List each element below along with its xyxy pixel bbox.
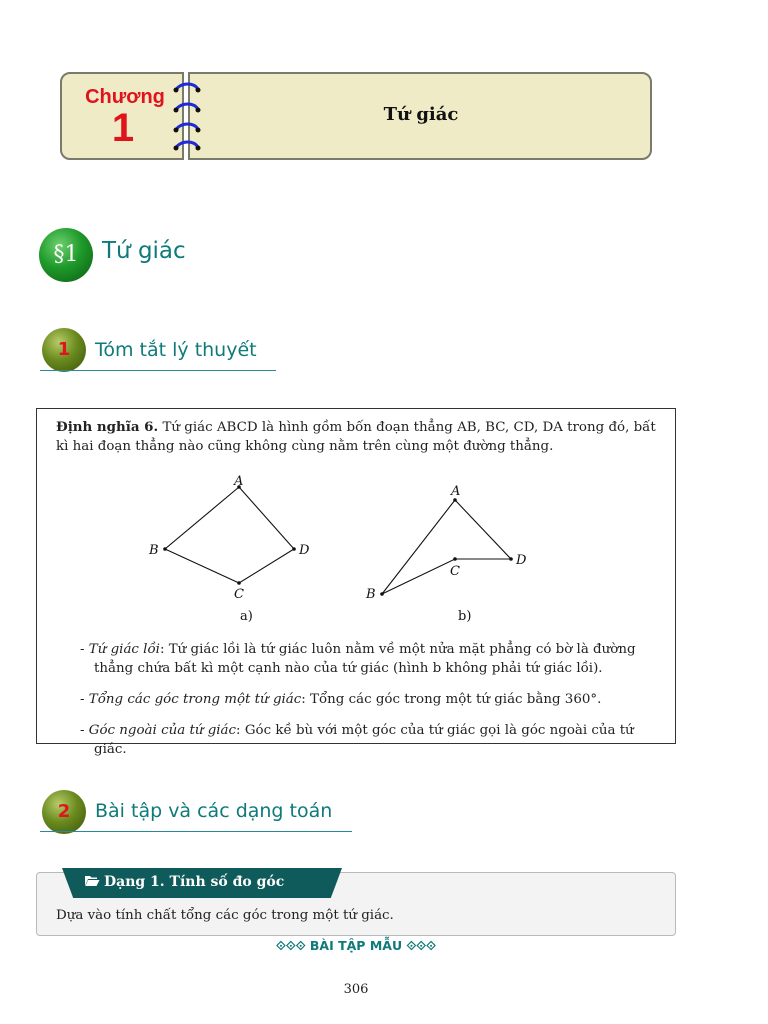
bullet-text: : Tổng các góc trong một tứ giác bằng 360°. (301, 692, 602, 707)
bullet-text: : Tứ giác lồi là tứ giác luôn nằm về một nửa mặt phẳng có bờ là đường thẳng chứa bất kì một cạnh nào của tứ giác (hình b không phải tứ giác lồi). (94, 642, 636, 676)
ornament-left-icon: ⟐⟐⟐ (276, 938, 310, 953)
subsection-2-number: 2 (42, 790, 86, 834)
bullet-item: - Tổng các góc trong một tứ giác: Tổng các góc trong một tứ giác bằng 360°. (80, 692, 602, 707)
bullet-term: Tổng các góc trong một tứ giác (88, 692, 302, 707)
subsection-1-number: 1 (42, 328, 86, 372)
definition-bullets (80, 640, 660, 771)
dang-title: Dạng 1. Tính số đo góc (104, 874, 285, 890)
chapter-word: Chương (85, 86, 165, 108)
fig-b-caption: b) (458, 609, 472, 624)
chapter-number: 1 (111, 106, 135, 150)
subsection-1-underline (40, 370, 276, 371)
subsection-2-title: Bài tập và các dạng toán (95, 800, 333, 822)
section-title: Tứ giác (102, 238, 186, 264)
definition-text: Tứ giác ABCD là hình gồm bốn đoạn thẳng AB, BC, CD, DA trong đó, bất kì hai đoạn thẳng nào cũng không cùng nằm trên cùng một đường thẳng. (56, 420, 656, 454)
bullet-item: - Góc ngoài của tứ giác: Góc kề bù với một góc của tứ giác gọi là góc ngoài của tứ giác. (80, 723, 634, 757)
fig-a-label-C: C (234, 587, 244, 602)
dang-text: Dựa vào tính chất tổng các góc trong một tứ giác. (56, 908, 394, 923)
definition-paragraph (56, 418, 660, 456)
bullet-term: Góc ngoài của tứ giác (88, 723, 237, 738)
page-number: 306 (343, 982, 369, 997)
fig-a-label-D: D (299, 543, 310, 558)
bullet-item: - Tứ giác lồi: Tứ giác lồi là tứ giác luôn nằm về một nửa mặt phẳng có bờ là đường thẳng chứa bất kì một cạnh nào của tứ giác (hình b không phải tứ giác lồi). (80, 642, 636, 676)
fig-b-label-A: A (451, 484, 461, 499)
fig-a-label-B: B (149, 543, 159, 558)
fig-a-label-A: A (234, 474, 244, 489)
subsection-2-underline (40, 831, 352, 832)
fig-b-label-D: D (516, 553, 527, 568)
fig-b-label-C: C (450, 564, 460, 579)
fig-b-label-B: B (366, 587, 376, 602)
section-marker: §1 (39, 228, 93, 282)
fig-a-caption: a) (240, 609, 253, 624)
bai-tap-mau-label: BÀI TẬP MẪU (309, 938, 403, 953)
bullet-term: Tứ giác lồi (88, 642, 160, 657)
subsection-1-title: Tóm tắt lý thuyết (95, 339, 257, 361)
folder-open-icon (84, 874, 100, 887)
quadrilateral-figures (140, 470, 540, 630)
bullet-text: : Góc kề bù với một góc của tứ giác gọi là góc ngoài của tứ giác. (94, 723, 634, 757)
definition-label: Định nghĩa 6. (56, 419, 159, 435)
chapter-title: Tứ giác (383, 104, 459, 125)
dang-label-row (84, 874, 284, 890)
ornament-right-icon: ⟐⟐⟐ (402, 938, 436, 953)
bai-tap-mau-heading (0, 938, 712, 954)
